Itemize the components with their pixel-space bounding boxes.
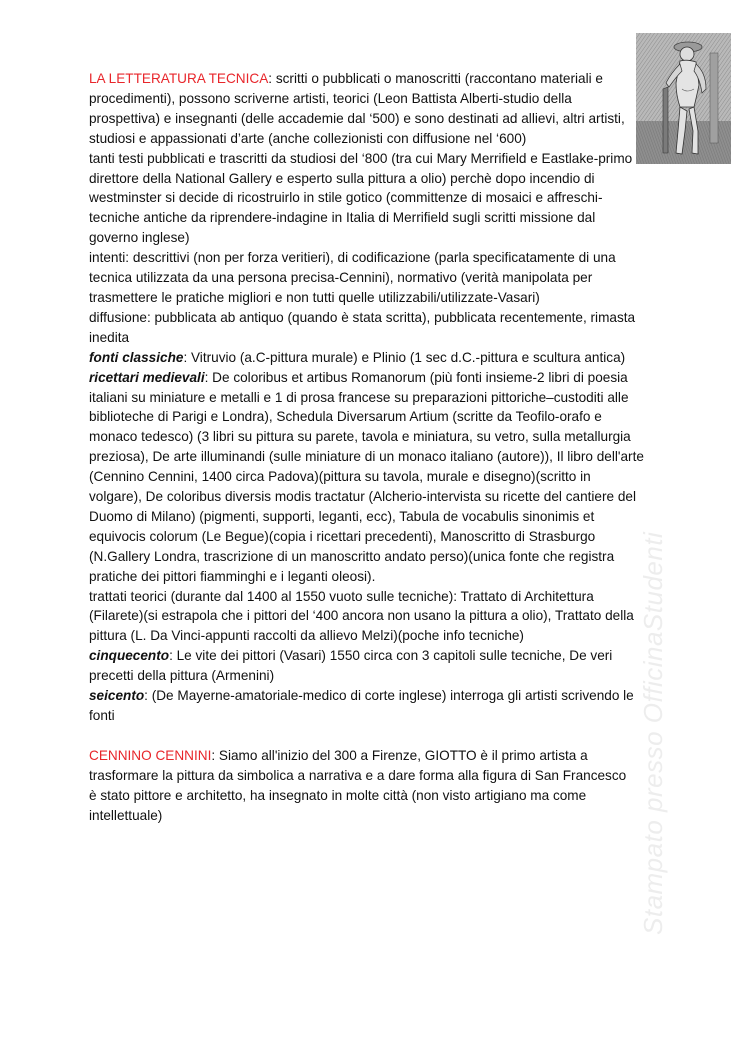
paragraph-ricettari-medievali xyxy=(89,368,645,587)
paragraph-text: è stato pittore e architetto, ha insegnato in molte città (non visto artigiano ma come intellettuale) xyxy=(89,787,587,823)
paragraph-fonti-classiche xyxy=(89,348,645,368)
paragraph-text: : (De Mayerne-amatoriale-medico di corte inglese) interroga gli artisti scrivendo le fonti xyxy=(89,688,634,723)
engraving-figure-image xyxy=(636,33,731,164)
paragraph-text: : Vitruvio (a.C-pittura murale) e Plinio (1 sec d.C.-pittura e scultura antica) xyxy=(183,349,626,365)
paragraph-text: : Le vite dei pittori (Vasari) 1550 circa con 3 capitoli sulle tecniche, De veri precetti della pittura (Armenini) xyxy=(89,648,613,684)
paragraph-text: trattati teorici (durante dal 1400 al 1550 vuoto sulle tecniche): Trattato di Architettura (Filarete)(si estrapola che i pittori del ‘400 ancora non usano la pittura a olio), Trattato della pittura (L. Da Vinci-appunti raccolti da allievo Melzi)(poche info tecniche) xyxy=(89,588,634,644)
paragraph-studiosi-ottocento xyxy=(89,149,645,249)
paragraph-text: tanti testi pubblicati e trascritti da studiosi del ‘800 (tra cui Mary Merrifield e Eastlake-primo direttore della National Gallery e esperto sulla pittura a olio) perchè dopo incendio di westminster si decide di ricostruirlo in stile gotico (committenze di mosaici e affreschi-tecniche antiche da riprendere-indagine in Italia di Merrifield sugli scritti missione dal governo inglese) xyxy=(89,150,633,246)
paragraph-intenti xyxy=(89,248,645,308)
paragraph-diffusione xyxy=(89,308,645,348)
paragraph-text: : Siamo all'inizio del 300 a Firenze, GIOTTO è il primo artista a trasformare la pittura da simbolica a narrativa e a dare forma alla figura di San Francesco xyxy=(89,747,627,783)
paragraph-cinquecento xyxy=(89,646,645,686)
paragraph-letteratura-tecnica xyxy=(89,69,645,149)
paragraph-spacer xyxy=(89,726,645,746)
document-body xyxy=(89,69,645,826)
paragraph-text: diffusione: pubblicata ab antiquo (quando è stata scritta), pubblicata recentemente, rimasta inedita xyxy=(89,309,636,345)
subheading-fonti-classiche: fonti classiche xyxy=(89,349,184,365)
subheading-cinquecento: cinquecento xyxy=(89,648,170,664)
section-heading-cennino-cennini: CENNINO CENNINI xyxy=(89,747,212,763)
paragraph-pittore-architetto xyxy=(89,786,645,826)
paragraph-cennino-cennini xyxy=(89,746,645,786)
paragraph-seicento xyxy=(89,686,645,726)
subheading-ricettari-medievali: ricettari medievali xyxy=(89,369,205,385)
paragraph-trattati-teorici xyxy=(89,587,645,647)
paragraph-text: intenti: descrittivi (non per forza veritieri), di codificazione (parla specificatamente di una tecnica utilizzata da una persona precisa-Cennini), normativo (verità manipolata per trasmettere le pratiche migliori e non tutti quelle utilizzabili/utilizzate-Vasari) xyxy=(89,250,616,305)
watermark-text: Stampato presso OfficinaStudenti xyxy=(638,531,668,935)
paragraph-text: : De coloribus et artibus Romanorum (più fonti insieme-2 libri di poesia italiani su miniature e metalli e 1 di prosa francese su preparazioni pittoriche–custoditi alle biblioteche di Parigi e Londra), Schedula Diversarum Artium (scritte da Teofilo-orafo e monaco tedesco) (3 libri su pittura su parete, tavola e miniatura, su vetro, sulla metallurgia preziosa), De arte illuminandi (sulle miniature di un monaco italiano (autore)), Il libro dell'arte (Cennino Cennini, 1400 circa Padova)(pittura su tavola, murale e disegno)(scritto in volgare), De coloribus diversis modis tractatur (Alcherio-intervista su ricette del cantiere del Duomo di Milano) (pigmenti, supporti, leganti, ecc), Tabula de vocabulis sinonimis et equivocis colorum (Le Begue)(copia i ricettari precedenti), Manoscritto di Strasburgo (N.Gallery Londra, trascrizione di un manoscritto andato perso)(unica fonte che registra pratiche dei pittori fiamminghi e i leganti oleosi). xyxy=(89,369,644,584)
section-heading-letteratura-tecnica: LA LETTERATURA TECNICA xyxy=(89,71,269,86)
engraving-figure-thumbnail xyxy=(636,33,731,164)
paragraph-text: : scritti o pubblicati o manoscritti (raccontano materiali e procedimenti), possono scriverne artisti, teorici (Leon Battista Alberti-studio della prospettiva) e insegnanti (delle accademie dal ‘500) e sono destinati ad allievi, altri artisti, studiosi e appassionati d’arte (anche collezionisti con diffusione nel ‘600) xyxy=(89,71,625,146)
subheading-seicento: seicento xyxy=(89,688,145,704)
